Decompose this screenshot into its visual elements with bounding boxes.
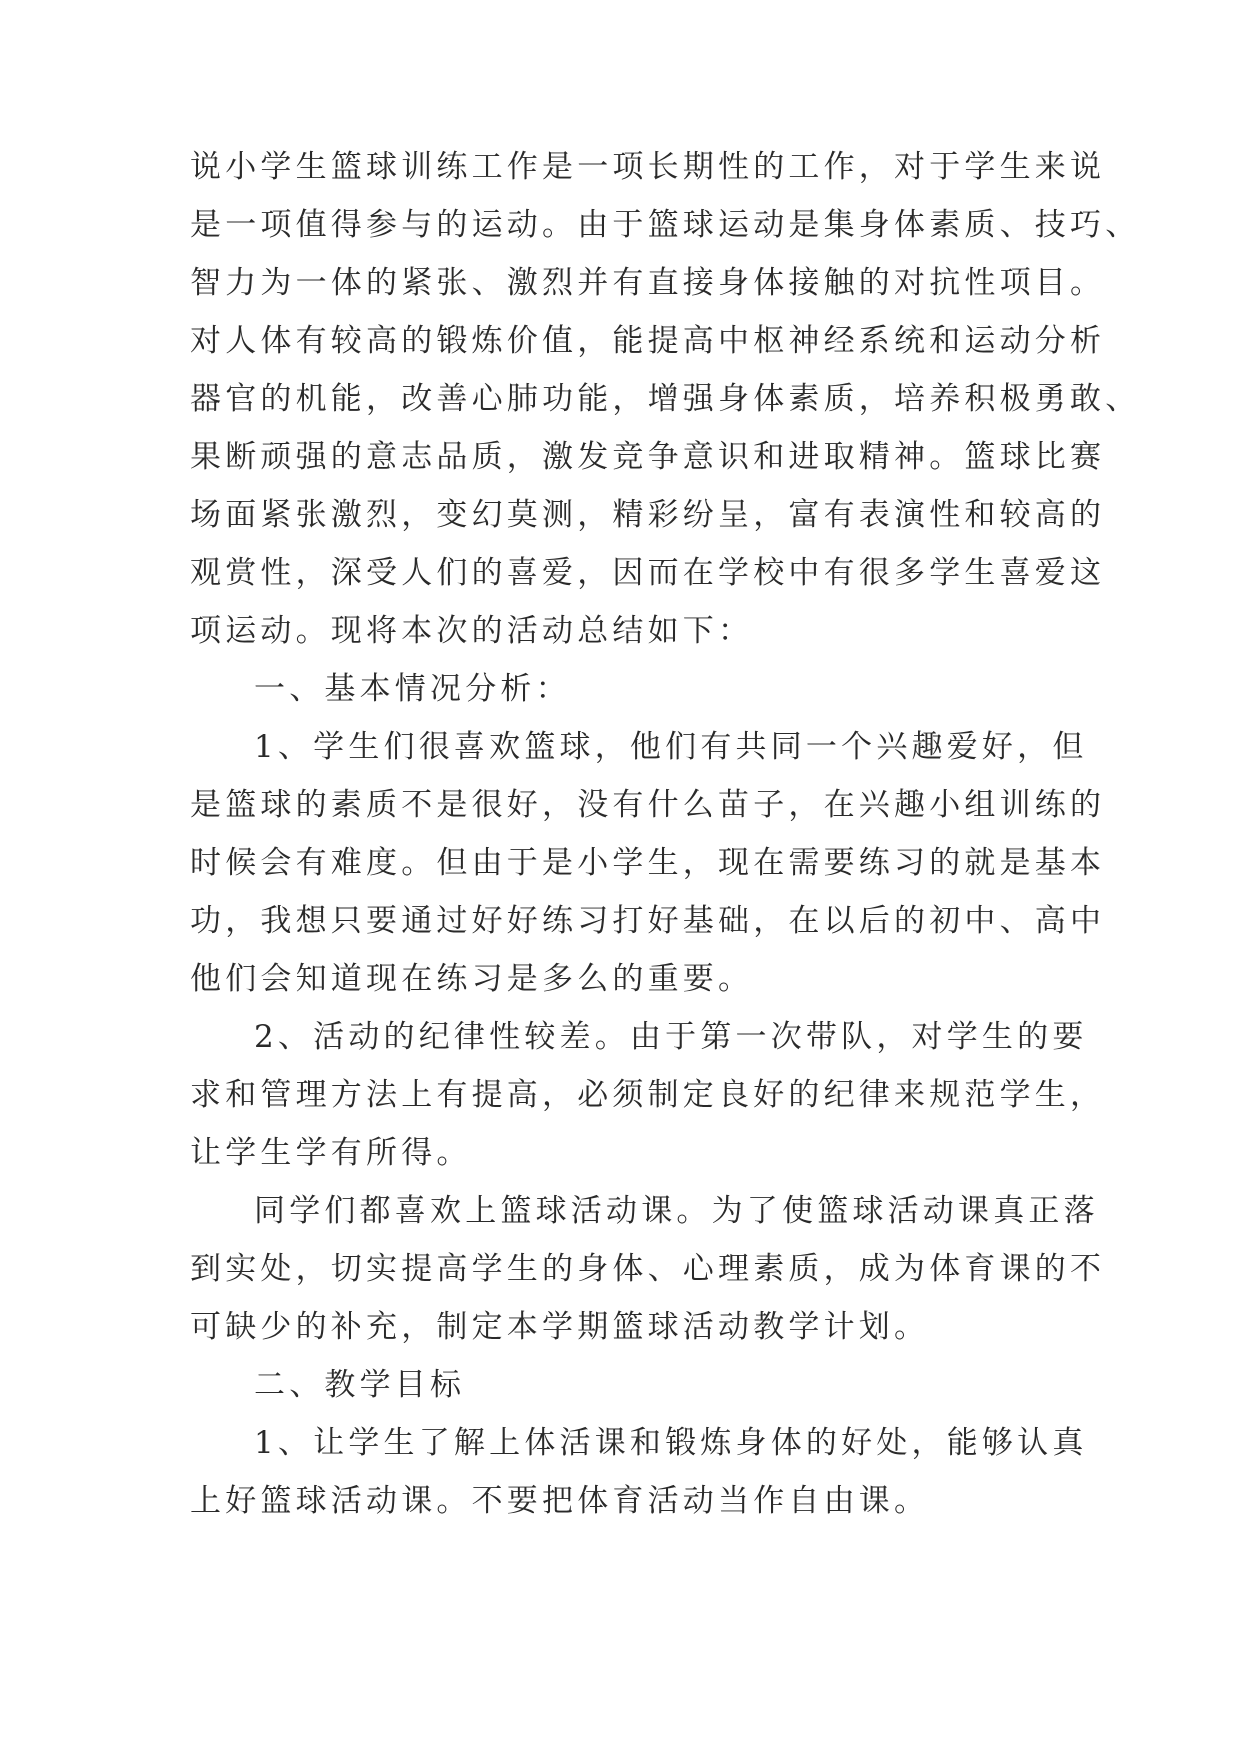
section-heading: 二、教学目标 (254, 1367, 466, 1403)
text-line: 可缺少的补充，制定本学期篮球活动教学计划。 (190, 1309, 930, 1345)
text-line: 项运动。现将本次的活动总结如下： (190, 613, 754, 649)
text-line: 说小学生篮球训练工作是一项长期性的工作，对于学生来说 (190, 149, 1106, 185)
text-line: 1、学生们很喜欢篮球，他们有共同一个兴趣爱好，但 (254, 729, 1088, 765)
text-line: 1、让学生了解上体活课和锻炼身体的好处，能够认真 (254, 1425, 1088, 1461)
text-line: 场面紧张激烈，变幻莫测，精彩纷呈，富有表演性和较高的 (190, 497, 1106, 533)
text-line: 2、活动的纪律性较差。由于第一次带队，对学生的要 (254, 1019, 1088, 1055)
text-line: 同学们都喜欢上篮球活动课。为了使篮球活动课真正落 (254, 1193, 1099, 1229)
text-line: 器官的机能，改善心肺功能，增强身体素质，培养积极勇敢、 (190, 381, 1141, 417)
section-heading: 一、基本情况分析： (254, 671, 571, 707)
text-line: 观赏性，深受人们的喜爱，因而在学校中有很多学生喜爱这 (190, 555, 1106, 591)
text-line: 是篮球的素质不是很好，没有什么苗子，在兴趣小组训练的 (190, 787, 1106, 823)
text-line: 智力为一体的紧张、激烈并有直接身体接触的对抗性项目。 (190, 265, 1106, 301)
text-line: 上好篮球活动课。不要把体育活动当作自由课。 (190, 1483, 930, 1519)
text-line: 到实处，切实提高学生的身体、心理素质，成为体育课的不 (190, 1251, 1106, 1287)
text-line: 果断顽强的意志品质，激发竞争意识和进取精神。篮球比赛 (190, 439, 1106, 475)
text-line: 他们会知道现在练习是多么的重要。 (190, 961, 754, 997)
text-line: 对人体有较高的锻炼价值，能提高中枢神经系统和运动分析 (190, 323, 1106, 359)
text-line: 让学生学有所得。 (190, 1135, 472, 1171)
text-line: 是一项值得参与的运动。由于篮球运动是集身体素质、技巧、 (190, 207, 1141, 243)
text-line: 时候会有难度。但由于是小学生，现在需要练习的就是基本 (190, 845, 1106, 881)
text-line: 功，我想只要通过好好练习打好基础，在以后的初中、高中 (190, 903, 1106, 939)
text-line: 求和管理方法上有提高，必须制定良好的纪律来规范学生， (190, 1077, 1106, 1113)
